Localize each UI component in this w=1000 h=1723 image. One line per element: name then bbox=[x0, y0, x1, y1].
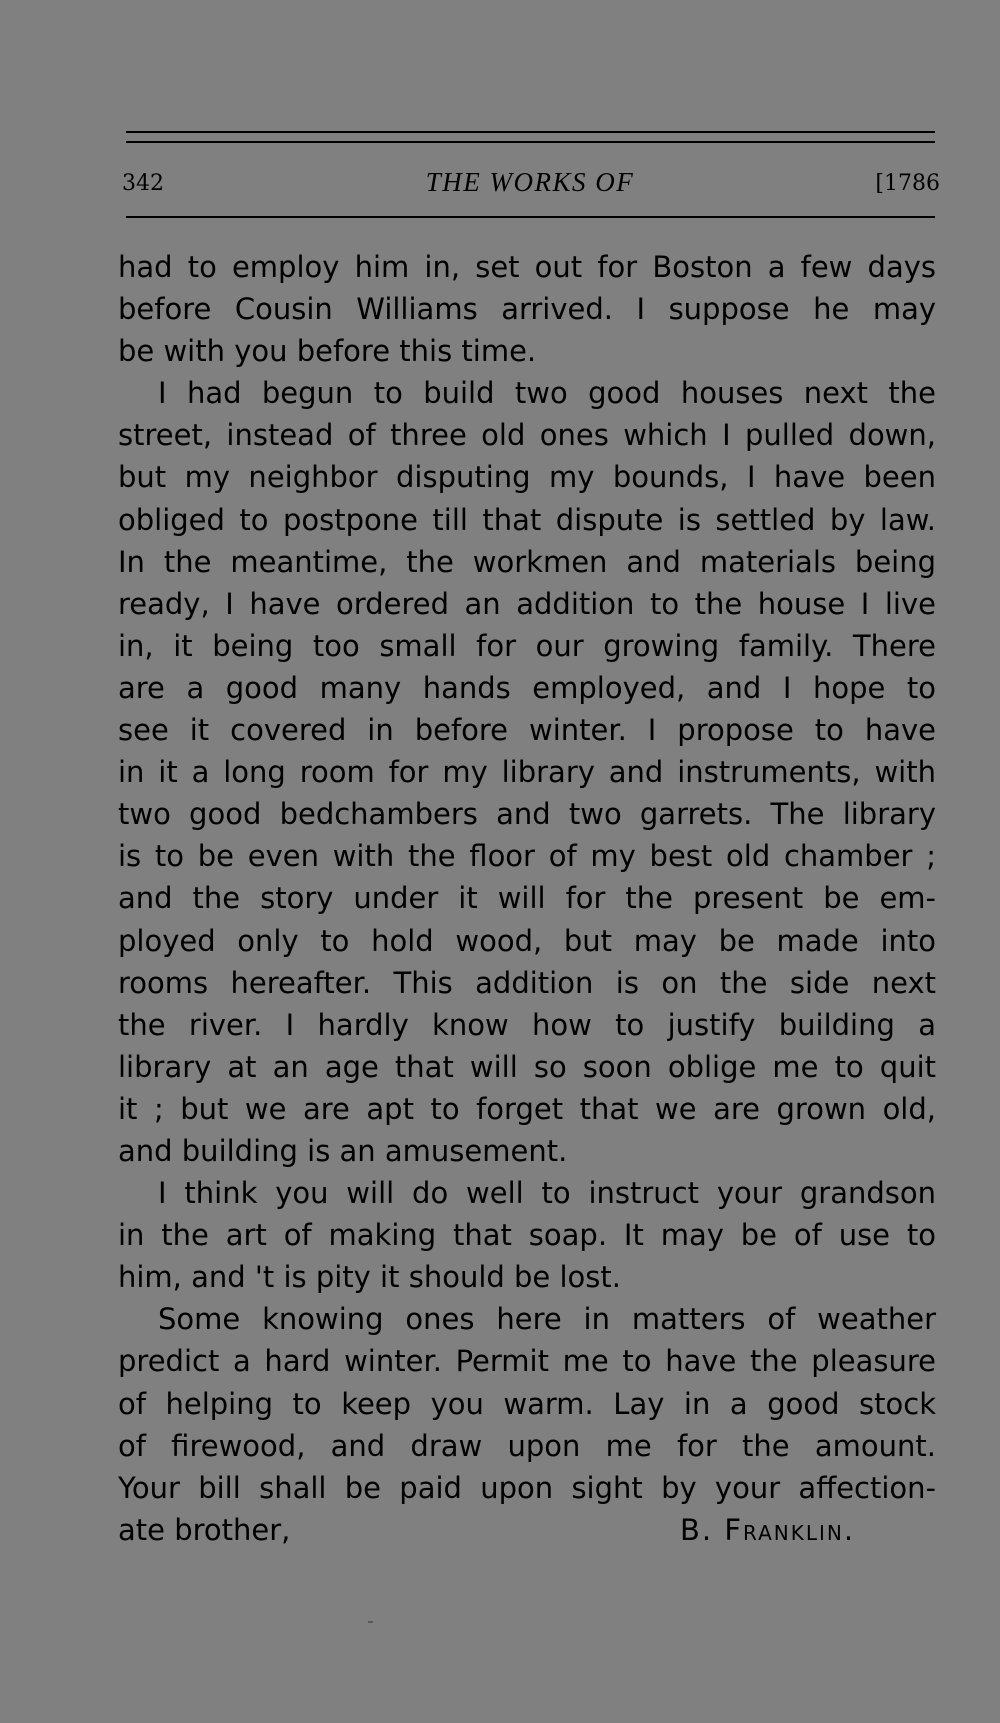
text-line: street, instead of three old ones which I pulled down, bbox=[118, 418, 936, 453]
letter-body bbox=[118, 246, 936, 1551]
header-rule bbox=[126, 216, 935, 218]
text-line: ready, I have ordered an addition to the house I live bbox=[118, 586, 936, 621]
text-line: Your bill shall be paid upon sight by your affection- bbox=[118, 1470, 936, 1505]
paragraph bbox=[118, 1172, 936, 1298]
paragraph bbox=[118, 1298, 936, 1551]
text-line: had to employ him in, set out for Boston a few days bbox=[118, 250, 936, 284]
running-header bbox=[120, 162, 940, 202]
text-line: in, it being too small for our growing family. There bbox=[118, 628, 936, 663]
top-rule-thin bbox=[126, 141, 935, 143]
text-line: library at an age that will so soon oblige me to quit bbox=[118, 1049, 936, 1084]
text-line: I think you will do well to instruct your grandson bbox=[158, 1176, 936, 1211]
text-line: Some knowing ones here in matters of weather bbox=[158, 1302, 936, 1337]
text-line: and building is an amusement. bbox=[118, 1133, 568, 1168]
header-year: [1786 bbox=[875, 171, 940, 196]
text-line: him, and 't is pity it should be lost. bbox=[118, 1260, 621, 1295]
text-line: obliged to postpone till that dispute is settled by law. bbox=[118, 502, 936, 537]
text-line: but my neighbor disputing my bounds, I have been bbox=[118, 460, 936, 495]
text-line: of firewood, and draw upon me for the amount. bbox=[118, 1428, 936, 1463]
text-line: rooms hereafter. This addition is on the side next bbox=[118, 965, 936, 1000]
closing-line bbox=[118, 1509, 936, 1551]
text-line: predict a hard winter. Permit me to have the pleasure bbox=[118, 1344, 936, 1379]
text-line: and the story under it will for the present be em- bbox=[118, 881, 936, 916]
text-line: of helping to keep you warm. Lay in a good stock bbox=[118, 1386, 936, 1421]
text-line: ployed only to hold wood, but may be made into bbox=[118, 923, 936, 958]
text-line: is to be even with the floor of my best old chamber ; bbox=[118, 839, 936, 874]
print-speck bbox=[368, 1621, 373, 1623]
running-title: THE WORKS OF bbox=[425, 167, 635, 197]
text-line: before Cousin Williams arrived. I suppose he may bbox=[118, 292, 936, 327]
top-rule bbox=[126, 131, 935, 133]
page-number: 342 bbox=[122, 171, 164, 196]
closing-text: ate brother, bbox=[118, 1512, 291, 1547]
text-line: it ; but we are apt to forget that we are grown old, bbox=[118, 1091, 936, 1126]
text-line: the river. I hardly know how to justify building a bbox=[118, 1007, 936, 1042]
paragraph bbox=[118, 246, 936, 372]
text-line: be with you before this time. bbox=[118, 334, 537, 369]
paragraph bbox=[118, 372, 936, 1172]
text-line: In the meantime, the workmen and materials being bbox=[118, 544, 936, 579]
text-line: two good bedchambers and two garrets. The library bbox=[118, 797, 936, 832]
signature: B. Franklin. bbox=[680, 1512, 856, 1547]
text-line: in it a long room for my library and instruments, with bbox=[118, 755, 936, 790]
text-line: see it covered in before winter. I propose to have bbox=[118, 713, 936, 748]
text-line: I had begun to build two good houses next the bbox=[158, 376, 936, 411]
text-line: in the art of making that soap. It may be of use to bbox=[118, 1218, 936, 1253]
text-line: are a good many hands employed, and I hope to bbox=[118, 670, 936, 705]
